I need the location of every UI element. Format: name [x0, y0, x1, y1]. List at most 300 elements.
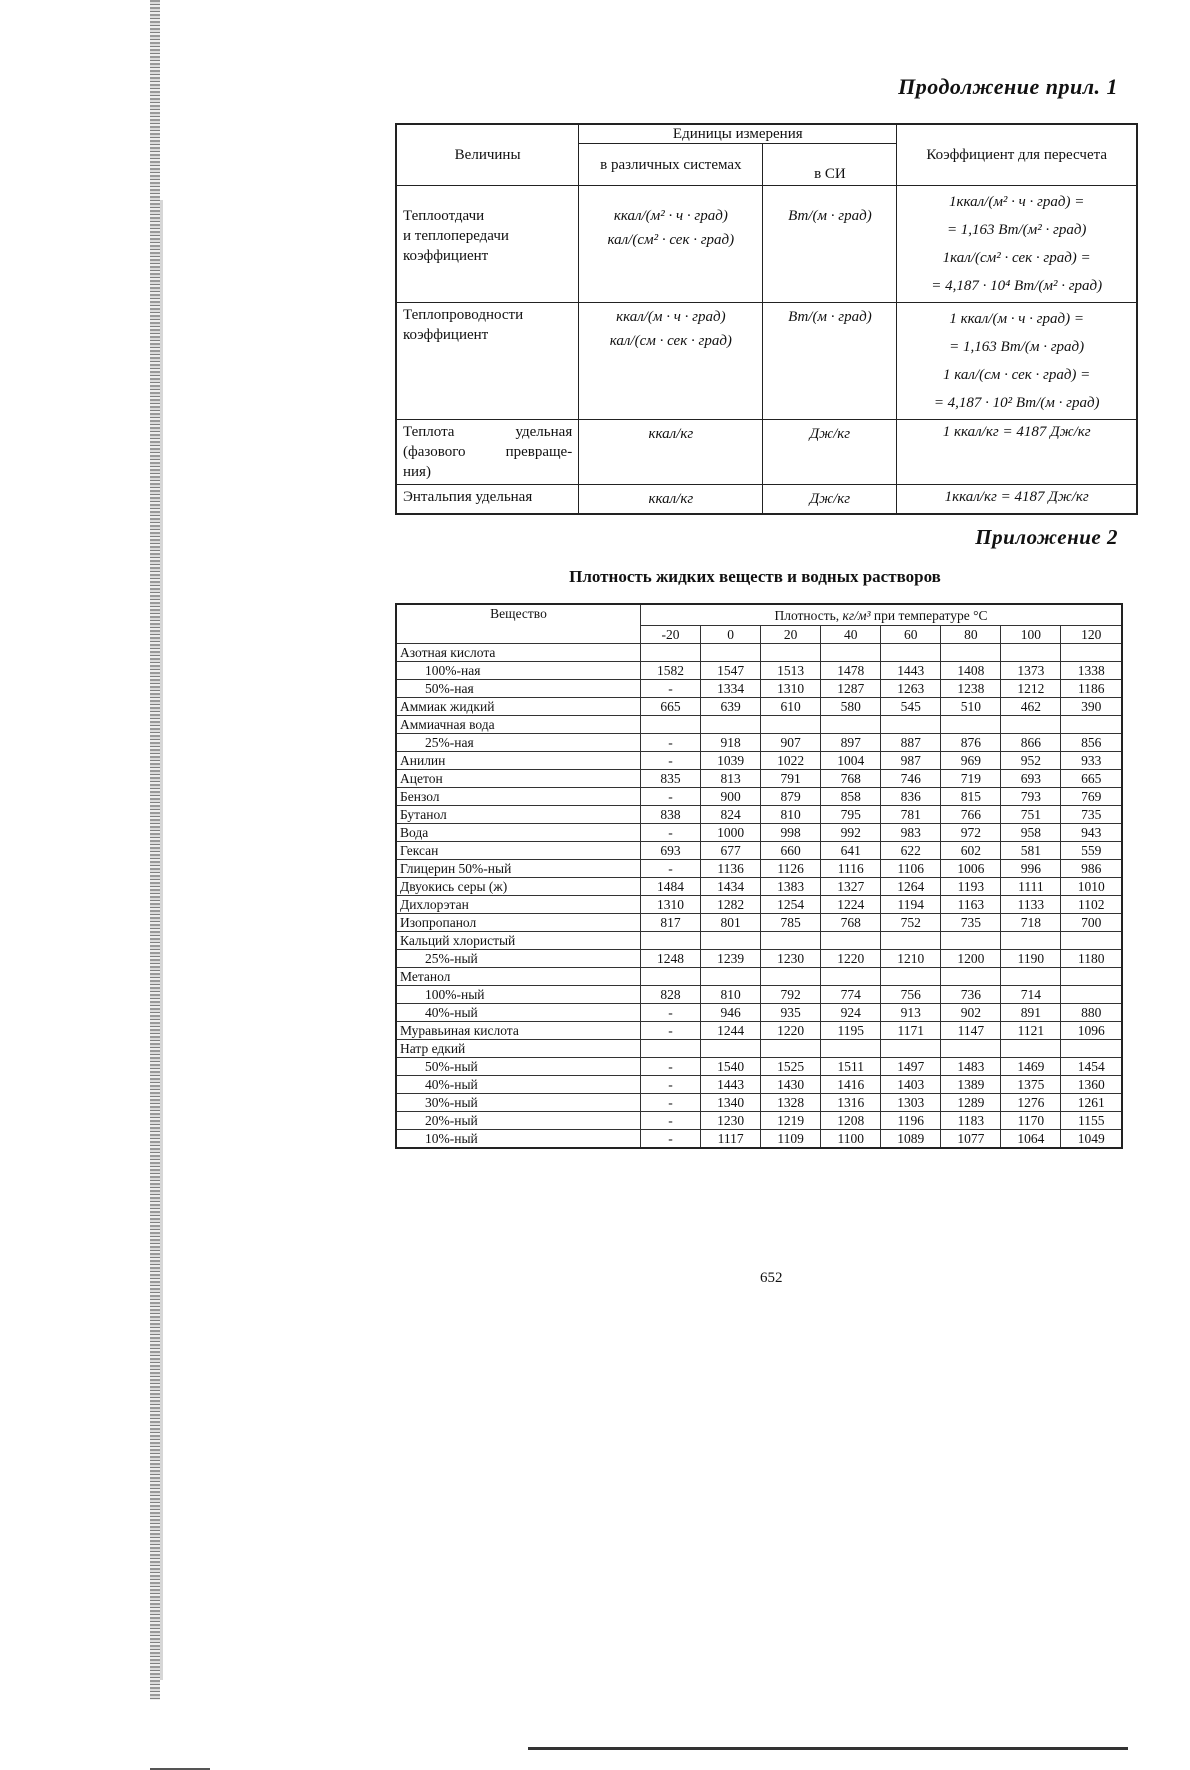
scan-shadow-line	[160, 200, 163, 1680]
density-value: 1106	[881, 860, 941, 878]
table-row	[396, 878, 1122, 896]
header-density-suffix: при температуре °С	[873, 607, 988, 623]
density-value: 1547	[701, 662, 761, 680]
units-row	[396, 420, 1137, 485]
various-units-cell	[579, 420, 763, 485]
header-density-unit: кг/м³	[842, 607, 871, 623]
density-value: 1000	[701, 824, 761, 842]
density-value: 1224	[821, 896, 881, 914]
density-value: -	[641, 1112, 701, 1130]
density-value: -	[641, 752, 701, 770]
substance-name: 40%-ный	[396, 1076, 641, 1094]
density-value: 462	[1001, 698, 1061, 716]
density-value: 693	[641, 842, 701, 860]
density-value	[1061, 932, 1122, 950]
table-row	[396, 1004, 1122, 1022]
density-value: 891	[1001, 1004, 1061, 1022]
substance-name: Анилин	[396, 752, 641, 770]
density-value: 1375	[1001, 1076, 1061, 1094]
density-value	[941, 932, 1001, 950]
substance-name: Муравьиная кислота	[396, 1022, 641, 1040]
density-value: 836	[881, 788, 941, 806]
table-row	[396, 968, 1122, 986]
density-value: 1096	[1061, 1022, 1122, 1040]
density-value	[941, 716, 1001, 734]
density-value: 1310	[641, 896, 701, 914]
quantity-cell	[396, 186, 579, 303]
coefficient-line: 1ккал/кг = 4187 Дж/кг	[944, 489, 1089, 505]
density-value: 1327	[821, 878, 881, 896]
density-value	[1001, 644, 1061, 662]
density-value: 880	[1061, 1004, 1122, 1022]
substance-name: 10%-ный	[396, 1130, 641, 1149]
density-value: 1511	[821, 1058, 881, 1076]
density-value: 1171	[881, 1022, 941, 1040]
density-value: 1244	[701, 1022, 761, 1040]
coefficient-line: 1кал/(см² · сек · град) =	[942, 250, 1091, 266]
coefficient-line: 1 кал/(см · сек · град) =	[943, 367, 1091, 383]
substance-name: 25%-ный	[396, 950, 641, 968]
density-value: 1004	[821, 752, 881, 770]
density-value: 918	[701, 734, 761, 752]
header-coefficient: Коэффициент для пересчета	[897, 124, 1137, 186]
substance-name: Глицерин 50%-ный	[396, 860, 641, 878]
quantity-cell	[396, 303, 579, 420]
substance-name: 100%-ный	[396, 986, 641, 1004]
units-row	[396, 186, 1137, 303]
density-value: 1282	[701, 896, 761, 914]
substance-name: Кальций хлористый	[396, 932, 641, 950]
density-value: 1006	[941, 860, 1001, 878]
density-value	[881, 1040, 941, 1058]
density-value: 752	[881, 914, 941, 932]
density-value: 943	[1061, 824, 1122, 842]
density-body	[396, 644, 1122, 1149]
density-value: 785	[761, 914, 821, 932]
substance-name: Вода	[396, 824, 641, 842]
density-value	[941, 1040, 1001, 1058]
density-value: 768	[821, 914, 881, 932]
appendix2-caption: Приложение 2	[975, 525, 1118, 549]
density-value: 1147	[941, 1022, 1001, 1040]
density-value: -	[641, 1076, 701, 1094]
coefficient-line: 1 ккал/(м · ч · град) =	[949, 311, 1084, 327]
density-value: 952	[1001, 752, 1061, 770]
density-value: 1010	[1061, 878, 1122, 896]
table-row	[396, 806, 1122, 824]
density-value: 766	[941, 806, 1001, 824]
density-value: 1443	[701, 1076, 761, 1094]
substance-name: Дихлорэтан	[396, 896, 641, 914]
density-value: 969	[941, 752, 1001, 770]
temperature-header: 80	[941, 626, 1001, 644]
density-value: 900	[701, 788, 761, 806]
temperature-header: 40	[821, 626, 881, 644]
density-value: 1310	[761, 680, 821, 698]
substance-name: 20%-ный	[396, 1112, 641, 1130]
density-value: 828	[641, 986, 701, 1004]
density-value: 756	[881, 986, 941, 1004]
density-value: 1064	[1001, 1130, 1061, 1149]
density-value: 1193	[941, 878, 1001, 896]
density-value	[641, 932, 701, 950]
substance-name: Бутанол	[396, 806, 641, 824]
density-value	[641, 644, 701, 662]
si-unit-cell: Вт/(м · град)	[763, 186, 897, 303]
density-value: 986	[1061, 860, 1122, 878]
density-value: 1210	[881, 950, 941, 968]
quantity-line: Теплота удельная	[403, 424, 573, 440]
density-value: 1022	[761, 752, 821, 770]
coefficient-cell	[897, 186, 1137, 303]
density-value: 1089	[881, 1130, 941, 1149]
density-value: 876	[941, 734, 1001, 752]
si-unit-cell: Дж/кг	[763, 420, 897, 485]
density-value	[1001, 716, 1061, 734]
density-value: 824	[701, 806, 761, 824]
substance-name: Аммиак жидкий	[396, 698, 641, 716]
substance-name: 40%-ный	[396, 1004, 641, 1022]
density-value: 972	[941, 824, 1001, 842]
units-conversion-table	[395, 123, 1138, 515]
density-value: 1454	[1061, 1058, 1122, 1076]
density-value: 1163	[941, 896, 1001, 914]
density-header-row	[396, 604, 1122, 626]
density-value: 1513	[761, 662, 821, 680]
density-value: 1212	[1001, 680, 1061, 698]
table-row	[396, 716, 1122, 734]
density-value	[1061, 968, 1122, 986]
density-value: 1230	[701, 1112, 761, 1130]
density-value: 791	[761, 770, 821, 788]
density-value: -	[641, 788, 701, 806]
density-value: 610	[761, 698, 821, 716]
density-value: 1478	[821, 662, 881, 680]
density-value: 1077	[941, 1130, 1001, 1149]
density-value: 602	[941, 842, 1001, 860]
density-value: -	[641, 734, 701, 752]
density-value	[641, 1040, 701, 1058]
header-substance: Вещество	[396, 604, 641, 644]
header-density	[641, 604, 1123, 626]
density-value: 1116	[821, 860, 881, 878]
density-value: 665	[1061, 770, 1122, 788]
density-value: 1360	[1061, 1076, 1122, 1094]
substance-name: 25%-ная	[396, 734, 641, 752]
density-value: 1170	[1001, 1112, 1061, 1130]
density-value: 510	[941, 698, 1001, 716]
various-units-cell	[579, 186, 763, 303]
density-value: 1582	[641, 662, 701, 680]
density-value: 1239	[701, 950, 761, 968]
density-value: 1416	[821, 1076, 881, 1094]
substance-name: Метанол	[396, 968, 641, 986]
density-value: 1383	[761, 878, 821, 896]
density-value: 718	[1001, 914, 1061, 932]
density-value	[1001, 1040, 1061, 1058]
density-value: 545	[881, 698, 941, 716]
table-row	[396, 752, 1122, 770]
density-value	[761, 644, 821, 662]
density-value: 559	[1061, 842, 1122, 860]
table-row	[396, 932, 1122, 950]
header-quantities: Величины	[396, 124, 579, 186]
density-value: 580	[821, 698, 881, 716]
substance-name: Гексан	[396, 842, 641, 860]
density-value: 810	[701, 986, 761, 1004]
density-value: 887	[881, 734, 941, 752]
density-value	[821, 968, 881, 986]
density-value: 946	[701, 1004, 761, 1022]
various-unit: кал/(см · сек · град)	[609, 333, 732, 349]
density-value: 924	[821, 1004, 881, 1022]
density-value: 1248	[641, 950, 701, 968]
density-value: 1340	[701, 1094, 761, 1112]
density-value: 1316	[821, 1094, 881, 1112]
density-value: 793	[1001, 788, 1061, 806]
density-value: 1194	[881, 896, 941, 914]
substance-name: Аммиачная вода	[396, 716, 641, 734]
density-value: 581	[1001, 842, 1061, 860]
density-value: -	[641, 680, 701, 698]
density-value: 879	[761, 788, 821, 806]
density-value: 866	[1001, 734, 1061, 752]
density-value: 693	[1001, 770, 1061, 788]
density-value: 1039	[701, 752, 761, 770]
density-value: 897	[821, 734, 881, 752]
density-value: 1434	[701, 878, 761, 896]
density-value: 1117	[701, 1130, 761, 1149]
density-value: 735	[941, 914, 1001, 932]
density-value: 1525	[761, 1058, 821, 1076]
density-value: 856	[1061, 734, 1122, 752]
density-value: 1121	[1001, 1022, 1061, 1040]
density-value: 998	[761, 824, 821, 842]
density-value: -	[641, 1130, 701, 1149]
substance-name: Ацетон	[396, 770, 641, 788]
density-value: 719	[941, 770, 1001, 788]
density-value	[941, 644, 1001, 662]
quantity-line: Энтальпия удельная	[403, 489, 533, 505]
table-row	[396, 1076, 1122, 1094]
temperature-header: 100	[1001, 626, 1061, 644]
substance-name: 30%-ный	[396, 1094, 641, 1112]
various-units-cell	[579, 303, 763, 420]
density-value: 1287	[821, 680, 881, 698]
header-various-systems: в различных системах	[579, 144, 763, 186]
table-row	[396, 1058, 1122, 1076]
density-value: 1483	[941, 1058, 1001, 1076]
density-value: 987	[881, 752, 941, 770]
substance-name: Бензол	[396, 788, 641, 806]
units-header-row-1	[396, 124, 1137, 144]
coefficient-line: 1 ккал/кг = 4187 Дж/кг	[942, 424, 1091, 440]
units-row	[396, 485, 1137, 515]
density-value	[1061, 644, 1122, 662]
density-value	[821, 644, 881, 662]
density-value	[641, 716, 701, 734]
density-value: 838	[641, 806, 701, 824]
density-value: 1254	[761, 896, 821, 914]
si-unit-cell: Вт/(м · град)	[763, 303, 897, 420]
quantity-line: Теплопроводности	[403, 307, 524, 323]
quantity-line: коэффициент	[403, 248, 489, 264]
density-table-title: Плотность жидких веществ и водных растворов	[569, 567, 941, 586]
temperature-header: 20	[761, 626, 821, 644]
density-value: -	[641, 860, 701, 878]
density-value: 665	[641, 698, 701, 716]
density-value	[701, 968, 761, 986]
density-value: 810	[761, 806, 821, 824]
density-value: 1186	[1061, 680, 1122, 698]
density-value: 996	[1001, 860, 1061, 878]
table-row	[396, 1130, 1122, 1149]
density-value	[761, 1040, 821, 1058]
coefficient-cell	[897, 420, 1137, 485]
density-value: 781	[881, 806, 941, 824]
header-units-group: Единицы измерения	[579, 124, 897, 144]
coefficient-line: = 1,163 Вт/(м² · град)	[946, 222, 1087, 238]
density-value	[881, 716, 941, 734]
density-value: 1109	[761, 1130, 821, 1149]
density-table	[395, 603, 1123, 1149]
substance-name: Азотная кислота	[396, 644, 641, 662]
density-value	[761, 716, 821, 734]
density-value	[701, 932, 761, 950]
density-value: 1430	[761, 1076, 821, 1094]
density-value: 1403	[881, 1076, 941, 1094]
density-value	[881, 644, 941, 662]
density-value: 1408	[941, 662, 1001, 680]
coefficient-line: 1ккал/(м² · ч · град) =	[948, 194, 1085, 210]
density-value: 1195	[821, 1022, 881, 1040]
density-value: 983	[881, 824, 941, 842]
density-value: 1540	[701, 1058, 761, 1076]
table-row	[396, 860, 1122, 878]
temperature-header: -20	[641, 626, 701, 644]
density-value: 641	[821, 842, 881, 860]
density-value: 1200	[941, 950, 1001, 968]
density-value: 795	[821, 806, 881, 824]
density-value: 1328	[761, 1094, 821, 1112]
density-value: 902	[941, 1004, 1001, 1022]
density-value	[821, 932, 881, 950]
units-row	[396, 303, 1137, 420]
scan-bottom-rule	[528, 1747, 1128, 1750]
table-row	[396, 662, 1122, 680]
density-value: 1220	[761, 1022, 821, 1040]
coefficient-cell	[897, 485, 1137, 515]
table-row	[396, 734, 1122, 752]
density-value	[881, 932, 941, 950]
density-value: 1220	[821, 950, 881, 968]
density-value: 992	[821, 824, 881, 842]
density-value: 736	[941, 986, 1001, 1004]
density-value: 751	[1001, 806, 1061, 824]
density-value: 700	[1061, 914, 1122, 932]
density-value: -	[641, 1022, 701, 1040]
density-value: 801	[701, 914, 761, 932]
substance-name: 50%-ный	[396, 1058, 641, 1076]
substance-name: Изопропанол	[396, 914, 641, 932]
table-row	[396, 1094, 1122, 1112]
density-value	[1061, 716, 1122, 734]
density-value: 774	[821, 986, 881, 1004]
table-row	[396, 914, 1122, 932]
density-value	[821, 1040, 881, 1058]
density-value	[881, 968, 941, 986]
density-value: 1289	[941, 1094, 1001, 1112]
density-value: 1373	[1001, 662, 1061, 680]
density-value: 1230	[761, 950, 821, 968]
density-value: 1334	[701, 680, 761, 698]
density-value: 1111	[1001, 878, 1061, 896]
header-density-prefix: Плотность,	[774, 607, 840, 623]
substance-name: 100%-ная	[396, 662, 641, 680]
quantity-line: коэффициент	[403, 327, 489, 343]
temperature-header: 60	[881, 626, 941, 644]
density-value: 1497	[881, 1058, 941, 1076]
density-value	[1061, 986, 1122, 1004]
density-value: 1190	[1001, 950, 1061, 968]
density-value: 735	[1061, 806, 1122, 824]
density-value: 1049	[1061, 1130, 1122, 1149]
coefficient-line: = 1,163 Вт/(м · град)	[949, 339, 1085, 355]
quantity-line: ния)	[403, 464, 431, 480]
substance-name: 50%-ная	[396, 680, 641, 698]
quantity-line: (фазового превраще-	[403, 444, 573, 460]
density-value	[761, 968, 821, 986]
density-value: 907	[761, 734, 821, 752]
continuation-caption: Продолжение прил. 1	[898, 74, 1118, 99]
substance-name: Двуокись серы (ж)	[396, 878, 641, 896]
density-value: 1469	[1001, 1058, 1061, 1076]
density-value	[641, 968, 701, 986]
coefficient-line: = 4,187 · 10² Вт/(м · град)	[933, 395, 1100, 411]
density-value	[701, 716, 761, 734]
density-value: 769	[1061, 788, 1122, 806]
si-unit-cell: Дж/кг	[763, 485, 897, 515]
density-value: 1484	[641, 878, 701, 896]
density-value: 817	[641, 914, 701, 932]
table-row	[396, 1040, 1122, 1058]
density-value: 1264	[881, 878, 941, 896]
density-value	[761, 932, 821, 950]
various-unit: ккал/кг	[648, 491, 694, 507]
table-row	[396, 1112, 1122, 1130]
density-value: 1261	[1061, 1094, 1122, 1112]
density-value: -	[641, 1004, 701, 1022]
table-row	[396, 680, 1122, 698]
density-value: 639	[701, 698, 761, 716]
density-value: 933	[1061, 752, 1122, 770]
temperature-header: 0	[701, 626, 761, 644]
density-value: -	[641, 1094, 701, 1112]
table-row	[396, 950, 1122, 968]
density-value	[1001, 932, 1061, 950]
density-value: 1133	[1001, 896, 1061, 914]
table-row	[396, 986, 1122, 1004]
various-unit: ккал/кг	[648, 426, 694, 442]
density-value: 1136	[701, 860, 761, 878]
density-value	[701, 644, 761, 662]
substance-name: Натр едкий	[396, 1040, 641, 1058]
density-value: 935	[761, 1004, 821, 1022]
density-value: 1238	[941, 680, 1001, 698]
various-units-cell	[579, 485, 763, 515]
table-row	[396, 896, 1122, 914]
density-value: -	[641, 824, 701, 842]
